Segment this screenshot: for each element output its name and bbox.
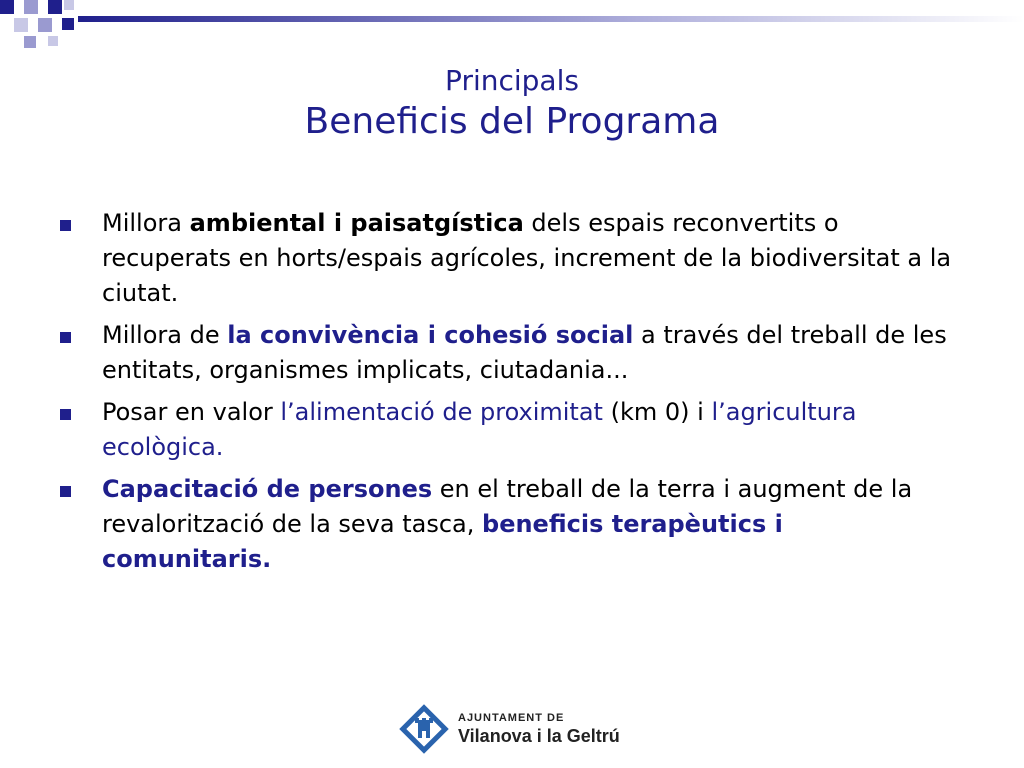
text-segment-bold-blue: Capacitació de persones: [102, 475, 433, 503]
square-bullet-icon: [60, 220, 71, 231]
bullet-item: [60, 472, 960, 577]
text-segment-blue: l’agricultura ecològica.: [102, 398, 857, 461]
bullet-item: [60, 395, 960, 465]
deco-square: [48, 0, 62, 14]
text-segment: Posar en valor: [102, 398, 281, 426]
square-bullet-icon: [60, 486, 71, 497]
bullet-item: [60, 318, 960, 388]
text-segment: en el treball de la terra i augment de la revalorització de la seva tasca,: [102, 475, 913, 538]
deco-square: [24, 36, 36, 48]
logo-text: [458, 711, 620, 747]
logo-text-line1: AJUNTAMENT DE: [458, 712, 565, 724]
text-segment-bold-blue: la convivència i cohesió social: [227, 321, 634, 349]
text-segment-bold-blue: beneficis terapèutics i comunitaris.: [102, 510, 783, 573]
deco-square: [48, 36, 58, 46]
deco-square: [62, 18, 74, 30]
deco-square: [38, 18, 52, 32]
text-segment: a través del treball de les entitats, organismes implicats, ciutadania...: [102, 321, 947, 384]
text-segment: Millora: [102, 209, 190, 237]
bullet-text: [102, 475, 912, 573]
deco-square: [64, 0, 74, 10]
deco-gradient-bar: [78, 16, 1024, 22]
text-segment-blue: l’alimentació de proximitat: [280, 398, 603, 426]
municipality-logo: [398, 703, 638, 758]
bullet-text: [102, 209, 951, 307]
municipal-crest-icon: [398, 703, 450, 755]
bullet-text: [102, 321, 947, 384]
text-segment: dels espais reconvertits o recuperats en horts/espais agrícoles, increment de la biodiversitat a la ciutat.: [102, 209, 952, 307]
square-bullet-icon: [60, 409, 71, 420]
deco-square: [24, 0, 38, 14]
corner-decoration: [0, 0, 1024, 50]
bullet-text: [102, 398, 856, 461]
square-bullet-icon: [60, 332, 71, 343]
slide-title: [0, 62, 1024, 144]
slide-title-line1: Principals: [445, 64, 579, 97]
slide-title-line2: Beneficis del Programa: [304, 101, 720, 142]
text-segment: Millora de: [102, 321, 228, 349]
logo-text-line2: Vilanova i la Geltrú: [458, 726, 620, 746]
bullet-list: [60, 206, 960, 584]
deco-square: [14, 18, 28, 32]
text-segment: (km 0) i: [602, 398, 712, 426]
text-segment-bold: ambiental i paisatgística: [189, 209, 524, 237]
bullet-item: [60, 206, 960, 311]
deco-square: [0, 0, 14, 14]
